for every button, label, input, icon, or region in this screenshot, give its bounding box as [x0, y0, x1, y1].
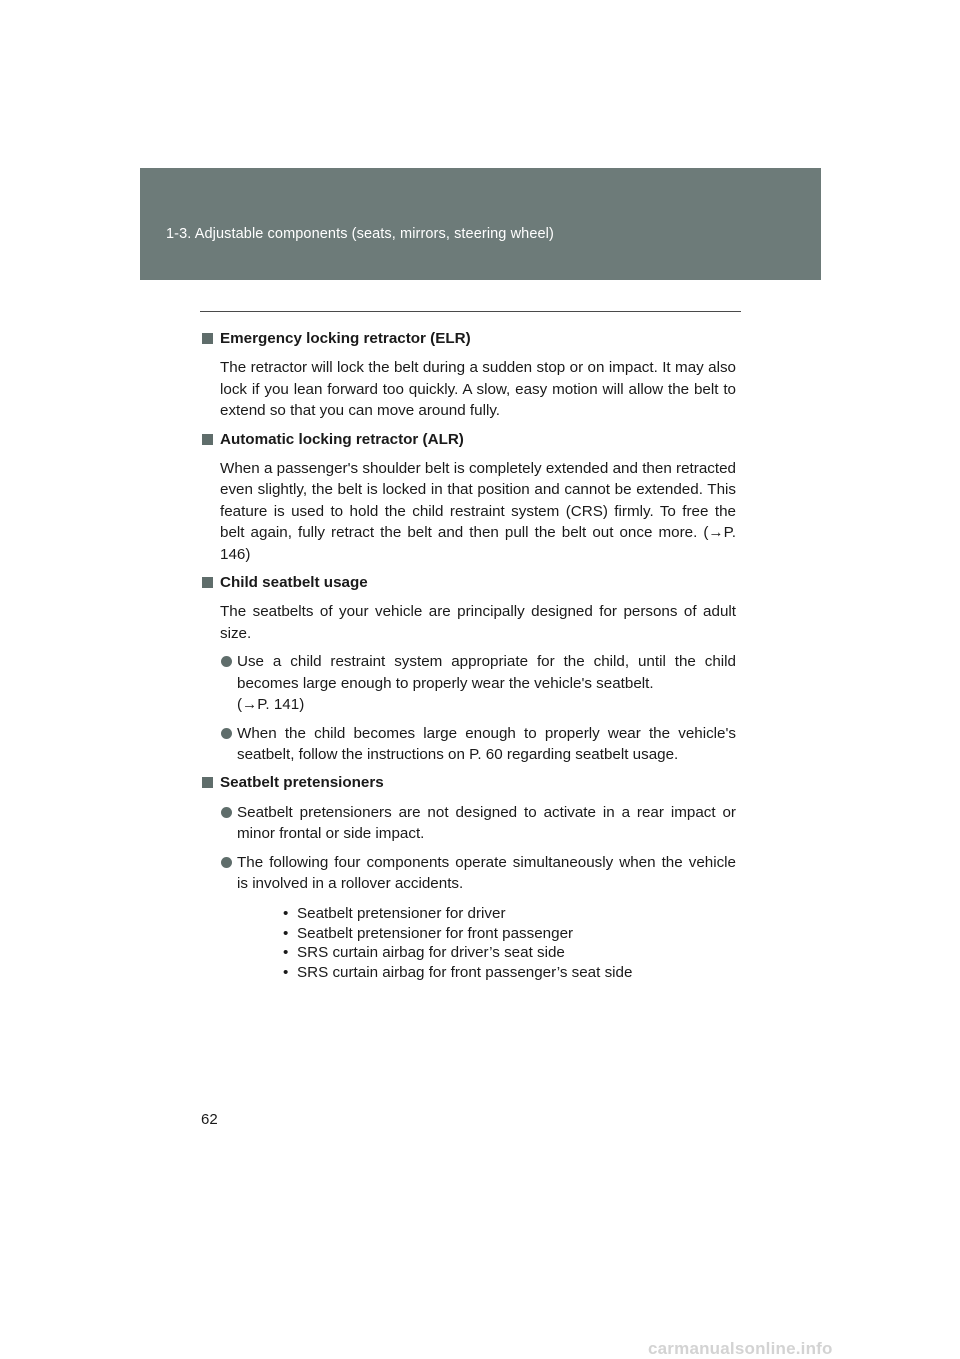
heading-text: Child seatbelt usage — [220, 574, 368, 592]
page-content — [200, 328, 736, 989]
child-seatbelt-paragraph: The seatbelts of your vehicle are principally designed for persons of adult size. — [220, 603, 736, 642]
child-seatbelt-bullet-1 — [200, 651, 736, 715]
pretensioners-bullet-2 — [200, 852, 736, 983]
square-bullet-icon — [202, 434, 213, 445]
heading-text: Seatbelt pretensioners — [220, 774, 384, 792]
round-bullet-icon — [221, 656, 232, 667]
bullet-mark: • — [283, 963, 289, 981]
list-item: • SRS curtain airbag for front passenger’s seat side — [283, 963, 633, 981]
section-header-band — [140, 168, 821, 280]
watermark: carmanualsonline.info — [648, 1339, 833, 1358]
bullet-mark: • — [283, 924, 289, 942]
heading-text: Automatic locking retractor (ALR) — [220, 430, 464, 448]
bullet-text: Use a child restraint system appropriate for the child, until the child becomes large enough to properly wear the vehicle's seatbelt. — [237, 653, 736, 692]
elr-paragraph: The retractor will lock the belt during a sudden stop or on impact. It may also lock if you lean forward too quickly. A slow, easy motion will allow the belt to extend so that you can move around fully. — [220, 359, 736, 420]
round-bullet-icon — [221, 857, 232, 868]
list-item: • SRS curtain airbag for driver’s seat side — [283, 944, 565, 962]
square-bullet-icon — [202, 577, 213, 588]
section-heading-elr — [200, 328, 736, 349]
list-item: • Seatbelt pretensioner for front passenger — [283, 924, 574, 942]
bullet-text: Seatbelt pretensioners are not designed to activate in a rear impact or minor frontal or side impact. — [237, 803, 736, 843]
bullet-text: The following four components operate simultaneously when the vehicle is involved in a rollover accidents. — [237, 853, 736, 892]
section-heading-alr — [200, 429, 736, 450]
pretensioners-bullet-1 — [200, 802, 736, 845]
section-title: 1-3. Adjustable components (seats, mirrors, steering wheel) — [166, 226, 554, 242]
alr-paragraph: When a passenger's shoulder belt is completely extended and then retracted even slightly, the belt is locked in that position and cannot be extended. This feature is used to hold the child restraint system (CRS) firmly. To free the belt again, fully retract the belt and then pull the belt out once more. (→P. 146) — [220, 460, 736, 563]
square-bullet-icon — [202, 333, 213, 344]
rollover-components-list — [237, 904, 736, 982]
round-bullet-icon — [221, 807, 232, 818]
child-seatbelt-bullet-2 — [200, 723, 736, 766]
page-number: 62 — [201, 1111, 218, 1128]
top-divider — [200, 311, 741, 312]
bullet-mark: • — [283, 905, 289, 923]
section-heading-child-seatbelt — [200, 572, 736, 593]
bullet-text: When the child becomes large enough to properly wear the vehicle's seatbelt, follow the instructions on P. 60 regarding seatbelt usage. — [237, 724, 736, 763]
heading-text: Emergency locking retractor (ELR) — [220, 330, 471, 347]
page-reference: (→P. 141) — [237, 696, 305, 714]
bullet-mark: • — [283, 944, 289, 962]
list-item: • Seatbelt pretensioner for driver — [283, 905, 506, 923]
square-bullet-icon — [202, 777, 213, 788]
round-bullet-icon — [221, 728, 232, 739]
section-heading-pretensioners — [200, 772, 736, 793]
